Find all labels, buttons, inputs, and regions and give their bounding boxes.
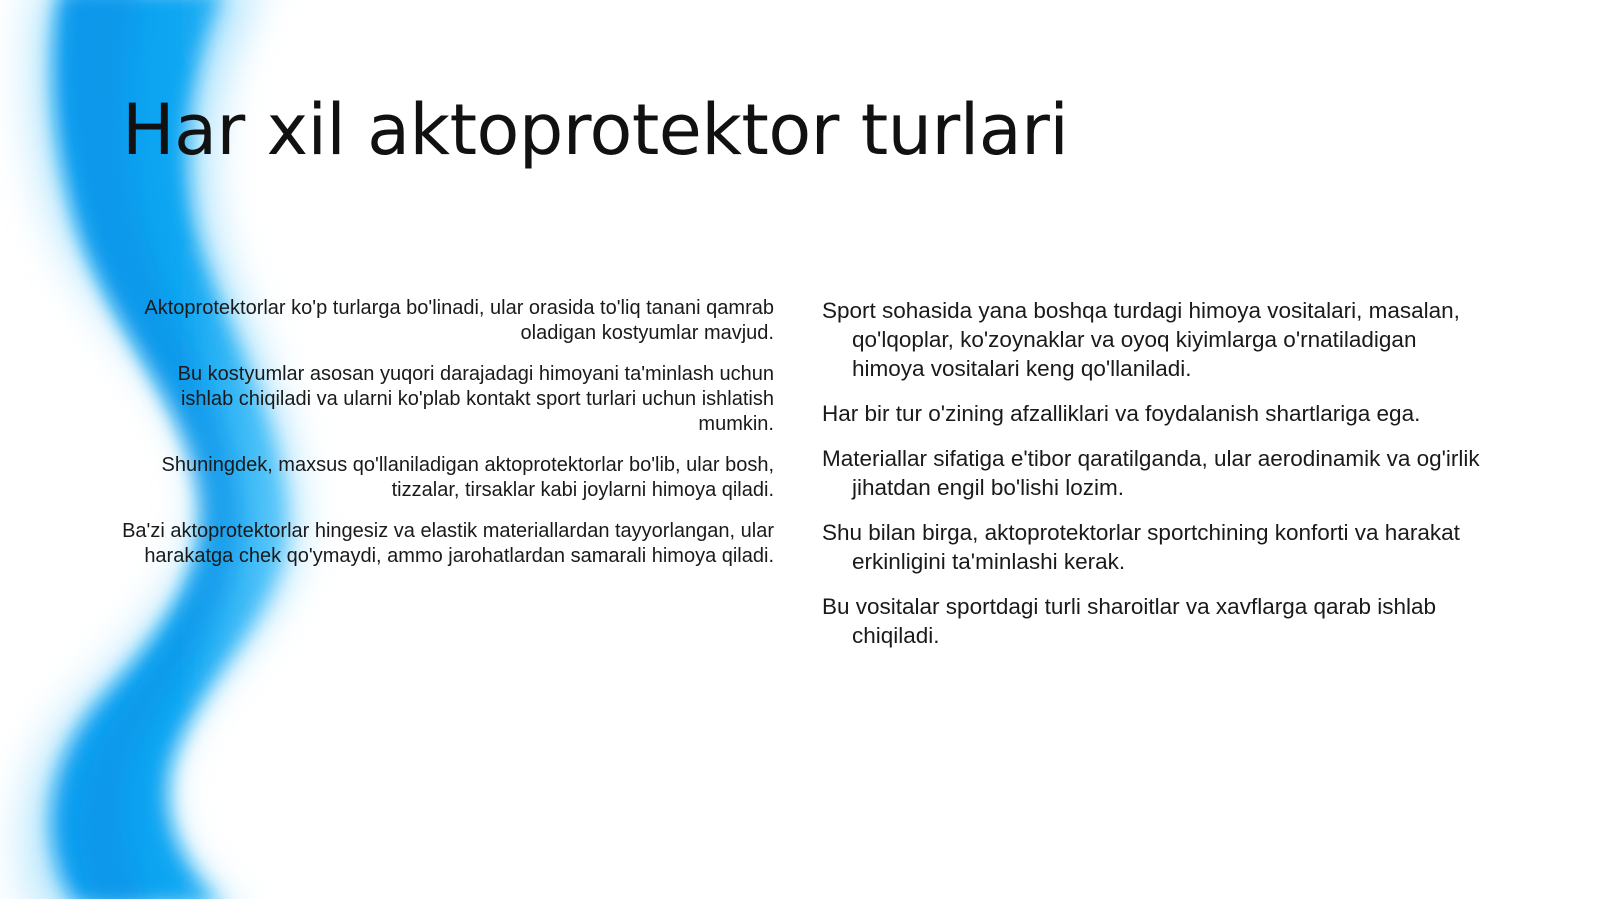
right-paragraph: Shu bilan birga, aktoprotektorlar sportchining konforti va harakat erkinligini ta'minlashi kerak.	[822, 520, 1460, 574]
right-paragraph: Sport sohasida yana boshqa turdagi himoya vositalari, masalan, qo'lqoplar, ko'zoynaklar va oyoq kiyimlarga o'rnatiladigan himoya vositalari keng qo'llaniladi.	[822, 298, 1460, 381]
right-text-column	[822, 296, 1482, 666]
left-paragraph: Aktoprotektorlar ko'p turlarga bo'linadi, ular orasida to'liq tanani qamrab oladigan kostyumlar mavjud.	[144, 297, 774, 344]
left-paragraph: Bu kostyumlar asosan yuqori darajadagi himoyani ta'minlash uchun ishlab chiqiladi va ularni ko'plab kontakt sport turlari uchun ishlatish mumkin.	[177, 363, 774, 435]
left-text-column	[120, 296, 774, 585]
slide-title: Har xil aktoprotektor turlari	[122, 89, 1069, 171]
right-paragraph: Materiallar sifatiga e'tibor qaratilganda, ular aerodinamik va og'irlik jihatdan engil bo'lishi lozim.	[822, 446, 1480, 500]
left-paragraph: Ba'zi aktoprotektorlar hingesiz va elastik materiallardan tayyorlangan, ular harakatga chek qo'ymaydi, ammo jarohatlardan samarali himoya qiladi.	[122, 520, 774, 567]
right-paragraph: Bu vositalar sportdagi turli sharoitlar va xavflarga qarab ishlab chiqiladi.	[822, 594, 1437, 648]
left-paragraph: Shuningdek, maxsus qo'llaniladigan aktoprotektorlar bo'lib, ular bosh, tizzalar, tirsaklar kabi joylarni himoya qiladi.	[161, 454, 774, 501]
right-paragraph: Har bir tur o'zining afzalliklari va foydalanish shartlariga ega.	[822, 401, 1421, 426]
